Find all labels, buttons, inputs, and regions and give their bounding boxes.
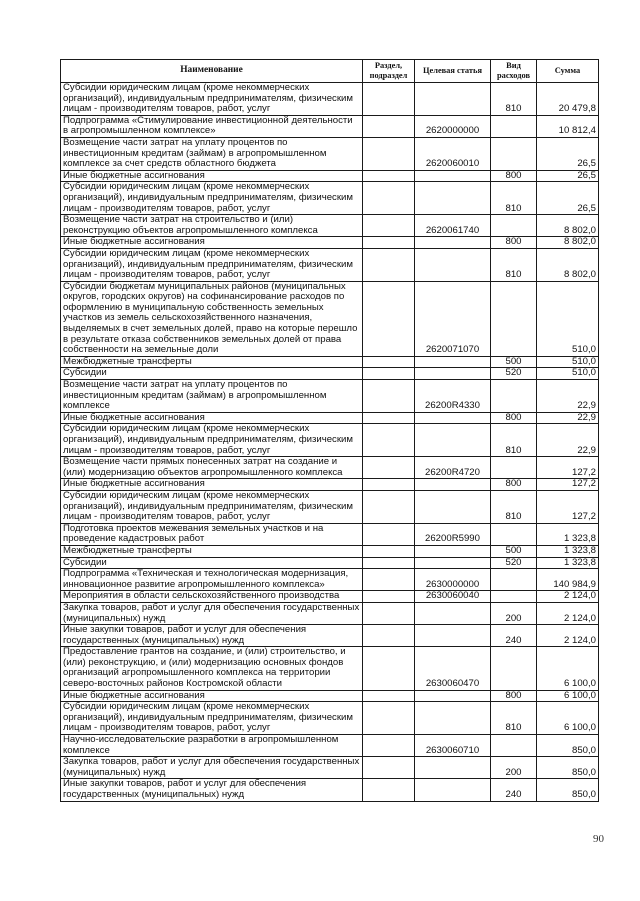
cell-article xyxy=(415,182,491,215)
cell-sum: 6 100,0 xyxy=(537,690,599,702)
cell-sum: 22,9 xyxy=(537,412,599,424)
cell-sum: 6 100,0 xyxy=(537,702,599,735)
cell-type: 800 xyxy=(491,170,537,182)
cell-section xyxy=(363,557,415,569)
cell-sum: 10 812,4 xyxy=(537,115,599,137)
cell-article xyxy=(415,557,491,569)
page-number: 90 xyxy=(593,833,604,845)
cell-section xyxy=(363,779,415,801)
cell-sum: 140 984,9 xyxy=(537,569,599,591)
table-row xyxy=(61,490,599,523)
column-header-name: Наименование xyxy=(61,60,363,83)
cell-article: 26200R4720 xyxy=(415,457,491,479)
cell-section xyxy=(363,690,415,702)
cell-sum: 850,0 xyxy=(537,735,599,757)
column-header-sum: Сумма xyxy=(537,60,599,83)
cell-name: Субсидии юридическим лицам (кроме некоммерческих организаций), индивидуальным предпринимателям, физическим лицам - производителям товаров, работ, услуг xyxy=(61,83,363,116)
cell-name: Субсидии юридическим лицам (кроме некоммерческих организаций), индивидуальным предпринимателям, физическим лицам - производителям товаров, работ, услуг xyxy=(61,424,363,457)
table-row xyxy=(61,591,599,603)
cell-section xyxy=(363,702,415,735)
cell-article xyxy=(415,690,491,702)
cell-name: Субсидии юридическим лицам (кроме некоммерческих организаций), индивидуальным предпринимателям, физическим лицам - производителям товаров, работ, услуг xyxy=(61,490,363,523)
cell-sum: 510,0 xyxy=(537,368,599,380)
cell-article xyxy=(415,237,491,249)
table-row xyxy=(61,557,599,569)
cell-type: 800 xyxy=(491,412,537,424)
cell-type xyxy=(491,647,537,690)
cell-article xyxy=(415,356,491,368)
cell-type: 810 xyxy=(491,490,537,523)
cell-type xyxy=(491,137,537,170)
cell-article: 2630000000 xyxy=(415,569,491,591)
table-row xyxy=(61,182,599,215)
cell-type: 240 xyxy=(491,779,537,801)
table-row xyxy=(61,137,599,170)
cell-name: Субсидии юридическим лицам (кроме некоммерческих организаций), индивидуальным предпринимателям, физическим лицам - производителям товаров, работ, услуг xyxy=(61,702,363,735)
cell-article xyxy=(415,602,491,624)
cell-section xyxy=(363,602,415,624)
cell-sum: 1 323,8 xyxy=(537,523,599,545)
cell-article xyxy=(415,779,491,801)
cell-sum: 22,9 xyxy=(537,380,599,413)
cell-name: Возмещение части затрат на уплату процентов по инвестиционным кредитам (займам) в агропромышленном комплексе за счет средств областного бюджета xyxy=(61,137,363,170)
cell-sum: 8 802,0 xyxy=(537,237,599,249)
cell-section xyxy=(363,368,415,380)
cell-article: 2630060040 xyxy=(415,591,491,603)
cell-type: 500 xyxy=(491,356,537,368)
table-row xyxy=(61,412,599,424)
column-header-article: Целевая статья xyxy=(415,60,491,83)
cell-section xyxy=(363,356,415,368)
table-row xyxy=(61,356,599,368)
cell-type xyxy=(491,215,537,237)
cell-name: Иные закупки товаров, работ и услуг для обеспечения государственных (муниципальных) нужд xyxy=(61,779,363,801)
cell-section xyxy=(363,735,415,757)
cell-sum: 850,0 xyxy=(537,779,599,801)
cell-article: 2620000000 xyxy=(415,115,491,137)
cell-sum: 6 100,0 xyxy=(537,647,599,690)
column-header-section: Раздел, подраздел xyxy=(363,60,415,83)
cell-article xyxy=(415,368,491,380)
cell-sum: 127,2 xyxy=(537,457,599,479)
cell-section xyxy=(363,115,415,137)
cell-section xyxy=(363,237,415,249)
cell-name: Иные бюджетные ассигнования xyxy=(61,170,363,182)
cell-name: Возмещение части прямых понесенных затрат на создание и (или) модернизацию объектов агропромышленного комплекса xyxy=(61,457,363,479)
cell-type: 810 xyxy=(491,248,537,281)
cell-name: Субсидии юридическим лицам (кроме некоммерческих организаций), индивидуальным предпринимателям, физическим лицам - производителям товаров, работ, услуг xyxy=(61,248,363,281)
cell-section xyxy=(363,479,415,491)
cell-section xyxy=(363,545,415,557)
cell-sum: 1 323,8 xyxy=(537,545,599,557)
cell-article: 2620071070 xyxy=(415,281,491,356)
cell-type xyxy=(491,380,537,413)
table-row xyxy=(61,215,599,237)
table-row xyxy=(61,83,599,116)
cell-type xyxy=(491,281,537,356)
cell-section xyxy=(363,625,415,647)
table-row xyxy=(61,625,599,647)
cell-name: Предоставление грантов на создание, и (или) строительство, и (или) реконструкцию, и (или) модернизацию основных фондов организаций агропромышленного комплекса на территории северо-восточных районов Костромской области xyxy=(61,647,363,690)
table-row xyxy=(61,115,599,137)
cell-article xyxy=(415,170,491,182)
cell-section xyxy=(363,412,415,424)
cell-sum: 8 802,0 xyxy=(537,215,599,237)
cell-name: Иные бюджетные ассигнования xyxy=(61,412,363,424)
table-row xyxy=(61,368,599,380)
table-row xyxy=(61,170,599,182)
cell-sum: 850,0 xyxy=(537,757,599,779)
cell-name: Научно-исследовательские разработки в агропромышленном комплексе xyxy=(61,735,363,757)
cell-name: Иные бюджетные ассигнования xyxy=(61,690,363,702)
cell-section xyxy=(363,457,415,479)
table-row xyxy=(61,248,599,281)
cell-type: 810 xyxy=(491,702,537,735)
cell-sum: 2 124,0 xyxy=(537,602,599,624)
table-row xyxy=(61,281,599,356)
budget-table xyxy=(60,59,599,802)
cell-type: 200 xyxy=(491,757,537,779)
cell-article xyxy=(415,757,491,779)
cell-sum: 26,5 xyxy=(537,137,599,170)
cell-name: Подпрограмма «Стимулирование инвестиционной деятельности в агропромышленном комплексе» xyxy=(61,115,363,137)
cell-sum: 26,5 xyxy=(537,170,599,182)
cell-type xyxy=(491,569,537,591)
table-header-row xyxy=(61,60,599,83)
table-row xyxy=(61,545,599,557)
cell-article xyxy=(415,412,491,424)
cell-section xyxy=(363,591,415,603)
cell-name: Межбюджетные трансферты xyxy=(61,356,363,368)
cell-type: 810 xyxy=(491,182,537,215)
cell-sum: 127,2 xyxy=(537,490,599,523)
table-row xyxy=(61,457,599,479)
cell-article xyxy=(415,248,491,281)
cell-type: 520 xyxy=(491,557,537,569)
cell-type xyxy=(491,115,537,137)
cell-section xyxy=(363,490,415,523)
cell-sum: 127,2 xyxy=(537,479,599,491)
cell-sum: 8 802,0 xyxy=(537,248,599,281)
cell-article: 2620060010 xyxy=(415,137,491,170)
cell-name: Подпрограмма «Техническая и технологическая модернизация, инновационное развитие агропромышленного комплекса» xyxy=(61,569,363,591)
cell-sum: 20 479,8 xyxy=(537,83,599,116)
column-header-type: Вид расходов xyxy=(491,60,537,83)
cell-type xyxy=(491,457,537,479)
cell-article: 2630060470 xyxy=(415,647,491,690)
table-row xyxy=(61,647,599,690)
cell-name: Иные бюджетные ассигнования xyxy=(61,237,363,249)
table-row xyxy=(61,380,599,413)
cell-type: 200 xyxy=(491,602,537,624)
cell-name: Субсидии xyxy=(61,368,363,380)
cell-name: Закупка товаров, работ и услуг для обеспечения государственных (муниципальных) нужд xyxy=(61,757,363,779)
table-row xyxy=(61,523,599,545)
cell-section xyxy=(363,647,415,690)
cell-article xyxy=(415,479,491,491)
cell-type: 800 xyxy=(491,237,537,249)
cell-article xyxy=(415,545,491,557)
cell-section xyxy=(363,523,415,545)
cell-section xyxy=(363,380,415,413)
cell-article: 26200R5990 xyxy=(415,523,491,545)
cell-type xyxy=(491,523,537,545)
table-row xyxy=(61,779,599,801)
table-row xyxy=(61,602,599,624)
cell-sum: 2 124,0 xyxy=(537,591,599,603)
cell-name: Межбюджетные трансферты xyxy=(61,545,363,557)
cell-name: Закупка товаров, работ и услуг для обеспечения государственных (муниципальных) нужд xyxy=(61,602,363,624)
table-row xyxy=(61,479,599,491)
table-row xyxy=(61,702,599,735)
cell-type xyxy=(491,591,537,603)
cell-type xyxy=(491,735,537,757)
cell-type: 810 xyxy=(491,424,537,457)
cell-article xyxy=(415,83,491,116)
cell-name: Субсидии бюджетам муниципальных районов (муниципальных округов, городских округов) на софинансирование расходов по оформлению в муниципальную собственность земельных участков из земель сельскохозяйственного назначения, выделяемых в счет земельных долей, право на которые перешло в результате отказа собственников земельных долей от права собственности на земельные доли xyxy=(61,281,363,356)
cell-type: 240 xyxy=(491,625,537,647)
cell-name: Возмещение части затрат на уплату процентов по инвестиционным кредитам (займам) в агропромышленном комплексе xyxy=(61,380,363,413)
table-row xyxy=(61,757,599,779)
cell-sum: 22,9 xyxy=(537,424,599,457)
cell-article xyxy=(415,490,491,523)
cell-section xyxy=(363,569,415,591)
table-row xyxy=(61,424,599,457)
cell-sum: 510,0 xyxy=(537,281,599,356)
cell-article xyxy=(415,424,491,457)
cell-name: Подготовка проектов межевания земельных участков и на проведение кадастровых работ xyxy=(61,523,363,545)
cell-section xyxy=(363,137,415,170)
cell-sum: 26,5 xyxy=(537,182,599,215)
cell-section xyxy=(363,83,415,116)
cell-article xyxy=(415,625,491,647)
cell-type: 800 xyxy=(491,690,537,702)
cell-section xyxy=(363,170,415,182)
cell-article: 2630060710 xyxy=(415,735,491,757)
cell-name: Иные закупки товаров, работ и услуг для обеспечения государственных (муниципальных) нужд xyxy=(61,625,363,647)
table-row xyxy=(61,735,599,757)
cell-article xyxy=(415,702,491,735)
cell-section xyxy=(363,757,415,779)
cell-type: 500 xyxy=(491,545,537,557)
cell-name: Субсидии юридическим лицам (кроме некоммерческих организаций), индивидуальным предпринимателям, физическим лицам - производителям товаров, работ, услуг xyxy=(61,182,363,215)
table-row xyxy=(61,690,599,702)
cell-article: 2620061740 xyxy=(415,215,491,237)
cell-section xyxy=(363,248,415,281)
cell-section xyxy=(363,215,415,237)
cell-sum: 510,0 xyxy=(537,356,599,368)
cell-type: 520 xyxy=(491,368,537,380)
cell-section xyxy=(363,424,415,457)
cell-name: Иные бюджетные ассигнования xyxy=(61,479,363,491)
cell-type: 800 xyxy=(491,479,537,491)
cell-sum: 1 323,8 xyxy=(537,557,599,569)
table-row xyxy=(61,569,599,591)
cell-sum: 2 124,0 xyxy=(537,625,599,647)
cell-name: Мероприятия в области сельскохозяйственного производства xyxy=(61,591,363,603)
table-row xyxy=(61,237,599,249)
cell-section xyxy=(363,281,415,356)
cell-name: Субсидии xyxy=(61,557,363,569)
cell-section xyxy=(363,182,415,215)
cell-article: 26200R4330 xyxy=(415,380,491,413)
cell-name: Возмещение части затрат на строительство и (или) реконструкцию объектов агропромышленного комплекса xyxy=(61,215,363,237)
cell-type: 810 xyxy=(491,83,537,116)
